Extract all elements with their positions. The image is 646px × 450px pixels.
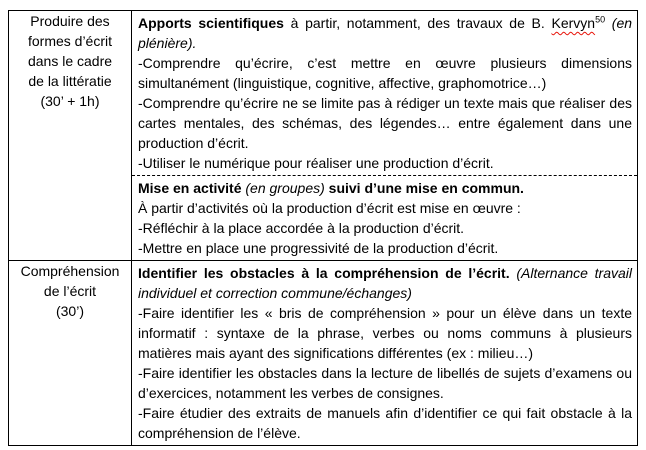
text-segment: -Mettre en place une progressivité de la production d’écrit.: [138, 240, 499, 256]
row-header-produire-formes-ecrit: [9, 11, 132, 261]
text-segment: À partir d’activités où la production d’écrit est mise en œuvre :: [138, 200, 521, 216]
row-header-line: Compréhension: [20, 263, 120, 279]
paragraph: [138, 218, 632, 238]
section-apports-scientifiques: [132, 11, 637, 175]
row-header-line: de l’écrit: [43, 283, 97, 299]
text-segment: -Faire identifier les « bris de compréhension » pour un élève dans un texte informatif : syntaxe de la phrase, verbes ou noms communs à plusieurs matières mais ayant des significations différentes (ex : milieu…): [138, 305, 632, 361]
text-segment: [605, 15, 612, 31]
text-segment: (en plénière).: [138, 15, 633, 51]
paragraph: [138, 13, 632, 53]
row-content-cell: [132, 11, 638, 261]
paragraph: [138, 403, 632, 443]
row-header-line: dans le cadre: [27, 53, 113, 69]
text-segment: -Faire étudier des extraits de manuels afin d’identifier ce qui fait obstacle à la compréhension de l’élève.: [138, 405, 632, 441]
row-content-cell: [132, 261, 638, 446]
text-segment: suivi d’une mise en commun.: [324, 180, 524, 196]
text-segment: -Utiliser le numérique pour réaliser une production d’écrit.: [138, 155, 494, 171]
paragraph: [138, 53, 632, 93]
row-header-comprehension-ecrit: [9, 261, 132, 446]
row-header-duration: (30’): [55, 303, 84, 319]
text-segment: Apports scientifiques: [138, 15, 284, 31]
text-segment: Mise en activité: [138, 180, 246, 196]
table-row-production-ecrit: [9, 11, 638, 261]
paragraph: [138, 153, 632, 173]
text-segment: (en groupes): [245, 180, 325, 196]
footnote-reference: 50: [595, 14, 606, 25]
text-segment: -Comprendre qu’écrire, c’est mettre en œuvre plusieurs dimensions simultanément (linguistique, cognitive, affective, graphomotrice…): [138, 55, 632, 91]
row-header-duration: (30’ + 1h): [40, 93, 100, 109]
row-header-line: de la littératie: [28, 73, 112, 89]
paragraph: [138, 303, 632, 363]
paragraph: [138, 363, 632, 403]
row-header-line: formes d’écrit: [27, 33, 113, 49]
paragraph: [138, 198, 632, 218]
paragraph: [138, 93, 632, 153]
paragraph: [138, 263, 632, 303]
section-identifier-obstacles: [132, 261, 637, 445]
text-segment: à partir, notamment, des travaux de B.: [283, 15, 552, 31]
paragraph: [138, 178, 632, 198]
text-segment: (Alternance travail individuel et correction commune/échanges): [138, 265, 632, 301]
row-header-line: Produire des: [30, 13, 110, 29]
misspelled-word: Kervyn: [551, 15, 596, 31]
paragraph: [138, 238, 632, 258]
section-mise-en-activite: [132, 175, 637, 260]
table-row-comprehension-ecrit: [9, 261, 638, 446]
text-segment: Identifier les obstacles à la compréhension de l’écrit.: [138, 265, 510, 281]
text-segment: -Comprendre qu’écrire ne se limite pas à rédiger un texte mais que réaliser des cartes mentales, des schémas, des légendes… entre également dans une production d’écrit.: [138, 95, 632, 151]
training-schedule-table: [8, 10, 638, 446]
text-segment: -Réfléchir à la place accordée à la production d’écrit.: [138, 220, 465, 236]
text-segment: -Faire identifier les obstacles dans la lecture de libellés de sujets d’examens ou d’exercices, notamment les verbes de consignes.: [138, 365, 632, 401]
